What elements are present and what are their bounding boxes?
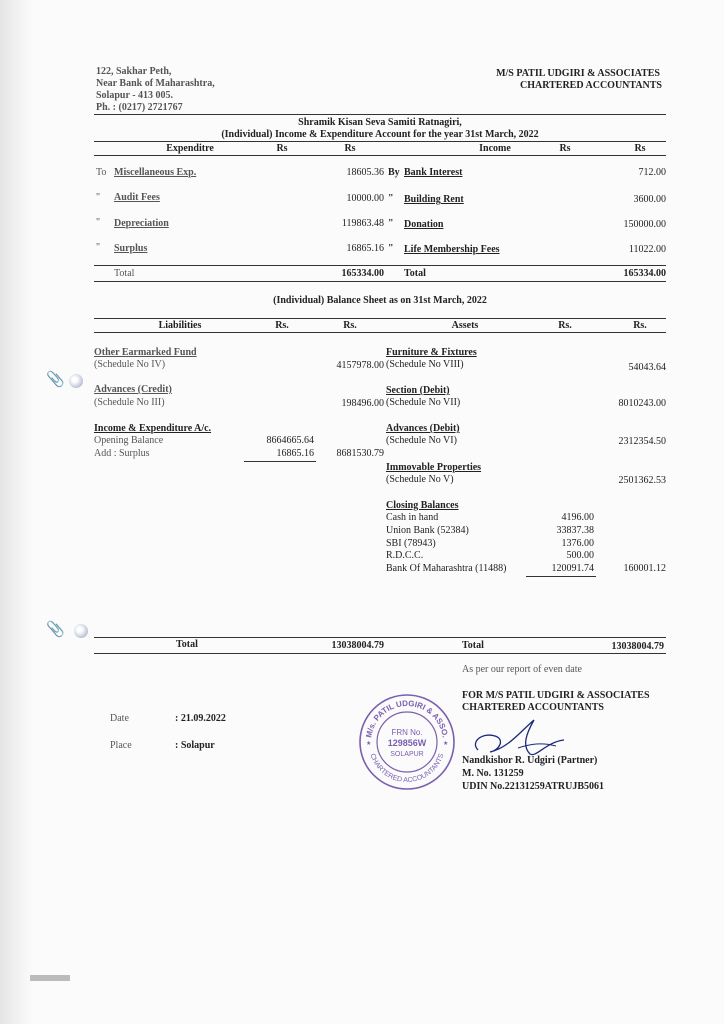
page-edge-shadow bbox=[0, 0, 34, 1024]
address-line: Near Bank of Maharashtra, bbox=[96, 78, 215, 89]
col-rs: Rs bbox=[276, 143, 288, 154]
udin-number: UDIN No.22131259ATRUJB5061 bbox=[462, 781, 605, 792]
asset-amount: 2501362.53 bbox=[618, 475, 666, 486]
col-rs: Rs bbox=[559, 143, 571, 154]
balance-sheet-title: (Individual) Balance Sheet as on 31st March, 2022 bbox=[273, 295, 487, 306]
asset-title: Immovable Properties bbox=[386, 462, 482, 473]
closing-item-amount: 500.00 bbox=[566, 550, 594, 561]
ie-income-amount: 3600.00 bbox=[633, 194, 666, 205]
surplus-label: Add : Surplus bbox=[94, 448, 150, 459]
col-rs: Rs. bbox=[275, 320, 289, 331]
asset-amount: 8010243.00 bbox=[618, 398, 666, 409]
organization-name: Shramik Kisan Seva Samiti Ratnagiri, bbox=[298, 117, 462, 128]
subtotal-line bbox=[244, 461, 316, 462]
ie-total-amount: 165334.00 bbox=[623, 268, 666, 279]
liability-title: Advances (Credit) bbox=[94, 384, 172, 395]
opening-balance-amount: 8664665.64 bbox=[266, 435, 314, 446]
liability-amount: 4157978.00 bbox=[336, 360, 384, 371]
punch-hole-icon bbox=[74, 624, 88, 638]
surplus-amount: 16865.16 bbox=[276, 448, 314, 459]
asset-amount: 160001.12 bbox=[623, 563, 666, 574]
closing-item-amount: 33837.38 bbox=[556, 525, 594, 536]
membership-number: M. No. 131259 bbox=[462, 768, 524, 779]
asset-title: Section (Debit) bbox=[386, 385, 450, 396]
firm-name: M/S PATIL UDGIRI & ASSOCIATES bbox=[496, 68, 660, 79]
ie-separator: " bbox=[388, 243, 394, 254]
ie-total-amount: 165334.00 bbox=[341, 268, 384, 279]
closing-item-label: R.D.C.C. bbox=[386, 550, 424, 561]
asset-schedule: (Schedule No VI) bbox=[386, 435, 457, 446]
col-assets: Assets bbox=[451, 320, 479, 331]
divider bbox=[94, 265, 666, 266]
liability-schedule: (Schedule No IV) bbox=[94, 359, 166, 370]
asset-schedule: (Schedule No V) bbox=[386, 474, 454, 485]
svg-text:FRN No.: FRN No. bbox=[391, 728, 423, 737]
bs-total-amount: 13038004.79 bbox=[611, 641, 664, 652]
bs-total-label: Total bbox=[176, 639, 198, 650]
closing-item-amount: 4196.00 bbox=[561, 512, 594, 523]
divider bbox=[94, 141, 666, 142]
ie-prefix: " bbox=[96, 217, 101, 228]
liability-title: Other Earmarked Fund bbox=[94, 347, 197, 358]
closing-item-label: SBI (78943) bbox=[386, 538, 436, 549]
closing-item-label: Cash in hand bbox=[386, 512, 439, 523]
ie-income-item: Life Membership Fees bbox=[404, 244, 500, 255]
firm-stamp-icon bbox=[357, 692, 457, 792]
divider bbox=[94, 637, 666, 638]
bs-total-label: Total bbox=[462, 640, 484, 651]
ie-prefix: " bbox=[96, 192, 101, 203]
ie-income-amount: 712.00 bbox=[638, 167, 666, 178]
liability-title: Income & Expenditure A/c. bbox=[94, 423, 212, 434]
ie-separator: " bbox=[388, 193, 394, 204]
col-rs: Rs bbox=[634, 143, 646, 154]
ie-income-item: Bank Interest bbox=[404, 167, 463, 178]
binder-clip-icon: 📎 bbox=[46, 370, 65, 388]
subtotal-line bbox=[526, 576, 596, 577]
signatory-firm: FOR M/S PATIL UDGIRI & ASSOCIATES bbox=[462, 690, 650, 701]
asset-schedule: (Schedule No VII) bbox=[386, 397, 461, 408]
asset-amount: 2312354.50 bbox=[618, 436, 666, 447]
liability-amount: 198496.00 bbox=[341, 398, 384, 409]
date-label: Date bbox=[110, 713, 129, 724]
binder-clip-icon: 📎 bbox=[46, 620, 65, 638]
opening-balance-label: Opening Balance bbox=[94, 435, 164, 446]
date-value: : 21.09.2022 bbox=[175, 713, 226, 724]
ie-expenditure-item: Miscellaneous Exp. bbox=[114, 167, 197, 178]
ie-separator: By bbox=[388, 167, 400, 178]
svg-text:SOLAPUR: SOLAPUR bbox=[390, 751, 424, 758]
ie-prefix: " bbox=[96, 242, 101, 253]
address-line: 122, Sakhar Peth, bbox=[96, 66, 172, 77]
col-rs: Rs. bbox=[343, 320, 357, 331]
svg-text:★: ★ bbox=[443, 741, 449, 747]
ie-separator: " bbox=[388, 218, 394, 229]
ie-expenditure-item: Depreciation bbox=[114, 218, 169, 229]
divider bbox=[94, 653, 666, 654]
address-line: Solapur - 413 005. bbox=[96, 90, 174, 101]
phone-line: Ph. : (0217) 2721767 bbox=[96, 102, 183, 113]
divider bbox=[94, 114, 666, 115]
ie-expenditure-item: Audit Fees bbox=[114, 192, 160, 203]
divider bbox=[94, 318, 666, 319]
col-income: Income bbox=[479, 143, 511, 154]
ie-expenditure-amount: 10000.00 bbox=[346, 193, 384, 204]
scan-artifact bbox=[30, 975, 70, 981]
ie-total-label: Total bbox=[114, 268, 135, 279]
liability-schedule: (Schedule No III) bbox=[94, 397, 165, 408]
partner-name: Nandkishor R. Udgiri (Partner) bbox=[462, 755, 598, 766]
place-value: : Solapur bbox=[175, 740, 215, 751]
ie-income-item: Donation bbox=[404, 219, 444, 230]
asset-amount: 54043.64 bbox=[628, 362, 666, 373]
bs-total-amount: 13038004.79 bbox=[331, 640, 384, 651]
ie-prefix: To bbox=[96, 167, 107, 178]
asset-schedule: (Schedule No VIII) bbox=[386, 359, 464, 370]
svg-text:129856W: 129856W bbox=[387, 738, 427, 748]
liability-amount: 8681530.79 bbox=[336, 448, 384, 459]
ie-expenditure-amount: 119863.48 bbox=[341, 218, 384, 229]
ie-income-amount: 150000.00 bbox=[623, 219, 666, 230]
closing-item-amount: 120091.74 bbox=[551, 563, 594, 574]
asset-title: Furniture & Fixtures bbox=[386, 347, 477, 358]
divider bbox=[94, 155, 666, 156]
divider bbox=[94, 281, 666, 282]
ie-expenditure-amount: 18605.36 bbox=[346, 167, 384, 178]
report-note: As per our report of even date bbox=[462, 664, 582, 675]
ie-income-item: Building Rent bbox=[404, 194, 464, 205]
firm-subtitle: CHARTERED ACCOUNTANTS bbox=[520, 80, 662, 91]
ie-expenditure-item: Surplus bbox=[114, 243, 148, 254]
signatory-subtitle: CHARTERED ACCOUNTANTS bbox=[462, 702, 604, 713]
col-liabilities: Liabilities bbox=[158, 320, 202, 331]
place-label: Place bbox=[110, 740, 132, 751]
divider bbox=[94, 332, 666, 333]
ie-expenditure-amount: 16865.16 bbox=[346, 243, 384, 254]
closing-item-label: Union Bank (52384) bbox=[386, 525, 469, 536]
svg-text:M/s. PATIL UDGIRI & ASSO.: M/s. PATIL UDGIRI & ASSO. bbox=[364, 698, 450, 739]
punch-hole-icon bbox=[69, 374, 83, 388]
ie-total-label: Total bbox=[404, 268, 426, 279]
col-rs: Rs bbox=[344, 143, 356, 154]
closing-item-amount: 1376.00 bbox=[561, 538, 594, 549]
asset-title: Advances (Debit) bbox=[386, 423, 460, 434]
svg-text:CHARTERED ACCOUNTANTS: CHARTERED ACCOUNTANTS bbox=[368, 752, 446, 785]
col-rs: Rs. bbox=[633, 320, 647, 331]
col-rs: Rs. bbox=[558, 320, 572, 331]
asset-title: Closing Balances bbox=[386, 500, 459, 511]
ie-income-amount: 11022.00 bbox=[628, 244, 666, 255]
col-expenditure: Expenditre bbox=[166, 143, 214, 154]
closing-item-label: Bank Of Maharashtra (11488) bbox=[386, 563, 507, 574]
svg-text:★: ★ bbox=[366, 741, 372, 747]
ie-account-title: (Individual) Income & Expenditure Account for the year 31st March, 2022 bbox=[221, 129, 539, 140]
